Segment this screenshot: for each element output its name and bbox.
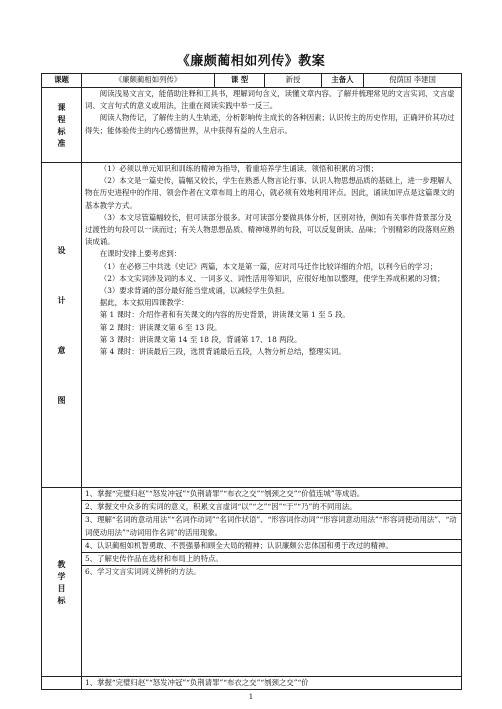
goals-row bbox=[42, 488, 462, 677]
design-paragraph: 第 2 课时：讲读课文第 6 至 13 段。 bbox=[99, 322, 222, 332]
design-paragraph: 第 4 课时：讲读最后三段，选贯背诵最后五段，人物分析总结，整理实词。 bbox=[99, 347, 346, 357]
goals-label: 教 学 目 标 bbox=[42, 488, 82, 677]
design-content bbox=[82, 163, 462, 488]
goal-item: 5、了解史传作品在选材和布局上的特点。 bbox=[82, 553, 461, 566]
design-paragraph: （2）本文实词涉及词的本义、一词多义、词性活用等知识，应很好地加以整理，使学生养成积累的习惯； bbox=[99, 273, 445, 283]
extra-item: 1、掌握“完璧归赵”“怒发冲冠”“负荆请罪”“布衣之交”“刎颈之交”“价 bbox=[82, 677, 462, 690]
extra-label bbox=[42, 677, 82, 690]
design-paragraph: 第 3 课时：讲读课文第 14 至 18 段，背诵第 17、18 两段。 bbox=[99, 334, 302, 344]
preparer-label: 主备人 bbox=[322, 74, 364, 88]
page-number: 1 bbox=[248, 693, 254, 701]
design-row bbox=[42, 163, 462, 488]
design-paragraph: 第 1 课时：介绍作者和有关课文的内容的历史背景，讲读课文第 1 至 5 段。 bbox=[99, 310, 350, 320]
type-label: 课 型 bbox=[215, 74, 265, 88]
design-paragraph: （3）本文尽管篇幅较长，但可读部分很多。对可读部分要做具体分析，区别对待，例如有关事件背景部分及过渡性的句段可以一读而过；有关人物思想品质、精神境界的句段，可以反复朗读、品味；个别精彩的段落则应熟读成诵。 bbox=[85, 212, 455, 247]
header-row bbox=[42, 74, 462, 88]
design-paragraph: （2）本文是一篇史传，篇幅又较长，学生在熟悉人物言论行事、认识人物思想品质的基础上，进一步理解人物在历史进程中的作用、领会作者在文章布局上的用心，就必须有效地利用评点。因此，诵读加评点是这篇课文的基本教学方式。 bbox=[85, 176, 455, 210]
standards-content bbox=[82, 88, 462, 163]
design-paragraph: （1）在必修三中共选《史记》两篇，本文是第一篇，应对司马迁作比较详细的介绍，以利今后的学习； bbox=[99, 261, 438, 271]
design-label: 设 计 意 图 bbox=[42, 163, 82, 488]
extra-row bbox=[42, 677, 462, 690]
standards-paragraph: 阅读浅易文言文，能借助注释和工具书，理解词句含义，读懂文章内容。了解并梳理常见的文言实词、文言虚词、文言句式的意义或用法，注重在阅读实践中举一反三。 bbox=[85, 89, 455, 111]
design-paragraph: 在课时安排上要考虑到： bbox=[99, 249, 182, 259]
preparer-value: 倪荫国 李建国 bbox=[364, 74, 462, 88]
standards-row bbox=[42, 88, 462, 163]
goal-item: 3、理解“名词的意动用法”“名词作动词”“名词作状语”、“形容词作动词”“形容词意动用法”“形容词使动用法”、“动词使动用法”“动词用作名词”的活用现象。 bbox=[82, 514, 461, 539]
design-paragraph: （3）要求背诵的部分最好能当堂成诵，以减轻学生负担。 bbox=[99, 286, 290, 296]
page-title: 《廉颇蔺相如列传》教案 bbox=[176, 54, 326, 69]
topic-value: 《廉颇蔺相如列传》 bbox=[82, 74, 215, 88]
design-paragraph: 据此，本文拟用四课教学： bbox=[99, 298, 189, 308]
standards-label: 课 程 标 准 bbox=[42, 88, 82, 163]
design-paragraph: （1）必须以单元知识和训练的精神为指导，着重培养学生诵读、领悟和积累的习惯； bbox=[99, 164, 378, 173]
goal-item: 4、认识蔺相如机智勇敢、不畏强暴和顾全大局的精神；认识廉颇公忠体国和勇于改过的精神。 bbox=[82, 540, 461, 553]
goals-content bbox=[82, 488, 462, 677]
lesson-plan-table bbox=[41, 73, 462, 690]
goal-item: 6、学习文言实词词义辨析的方法。 bbox=[85, 567, 201, 577]
goal-item: 2、掌握文中众多的实词的意义，积累文言虚词“以”“之”“因”“于”“乃”的不同用法。 bbox=[82, 501, 461, 514]
standards-paragraph: 阅读人物传记，了解传主的人生轨迹，分析影响传主成长的各种因素；认识传主的历史作用，正确评价其功过得失；能体验传主的内心感情世界，从中获得有益的人生启示。 bbox=[85, 113, 455, 135]
type-value: 新授 bbox=[265, 74, 322, 88]
goal-item: 1、掌握“完璧归赵”“怒发冲冠”“负荆请罪”“布衣之交”“刎颈之交”“价值连城”等成语。 bbox=[82, 488, 461, 501]
topic-label: 课题 bbox=[42, 74, 82, 88]
